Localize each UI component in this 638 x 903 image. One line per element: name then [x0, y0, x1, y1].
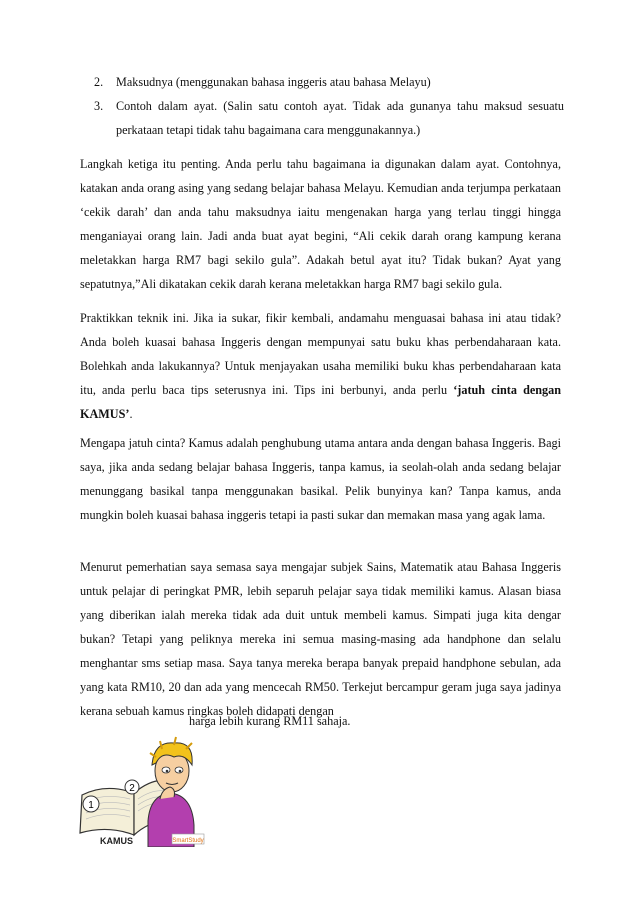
page-number-left: 1 — [88, 800, 94, 811]
paragraph-observation: Menurut pemerhatian saya semasa saya mengajar subjek Sains, Matematik atau Bahasa Inggeris untuk pelajar di peringkat PMR, lebih separuh pelajar saya tidak memiliki kamus. Alasan biasa yang diberikan ialah mereka tidak ada duit untuk membeli kamus. Simpati juga kita dengar bukan? Tetapi yang peliknya mereka ini semua masing-masing ada handphone dan selalu menghantar sms setiap masa. Saya tanya mereka berapa banyak prepaid handphone sebulan, ada yang kata RM10, 20 dan ada yang mencecah RM50. Terkejut bercampur geram juga saya jadinya kerana sebuah kamus ringkas boleh didapati dengan — [80, 560, 561, 718]
list-item — [94, 70, 564, 94]
list-number: 3. — [94, 99, 104, 113]
paragraph-step-three: Langkah ketiga itu penting. Anda perlu tahu bagaimana ia digunakan dalam ayat. Contohnya, katakan anda orang asing yang sedang belajar bahasa Melayu. Kemudian anda terjumpa perkataan ‘cekik darah’ dan anda tahu maksudnya iaitu mengenakan harga yang terlau tinggi hingga menganiayai orang lain. Jadi anda buat ayat begini, “Ali cekik darah orang kampung kerana meletakkan harga RM7 bagi sekilo gula”. Adakah betul ayat itu? Tidak bukan? Ayat yang sepatutnya,”Ali dikatakan cekik darah kerana meletakkan harga RM7 bagi sekilo gula. — [80, 157, 561, 291]
page-number-right: 2 — [129, 783, 135, 794]
paragraph-why-love: Mengapa jatuh cinta? Kamus adalah penghubung utama antara anda dengan bahasa Inggeris. Bagi saya, jika anda sedang belajar bahasa Inggeris, tanpa kamus, ia seolah-olah anda sedang belajar menunggang basikal tanpa menggunakan basikal. Pelik bunyinya kan? Tanpa kamus, anda mungkin boleh kuasai bahasa inggeris tetapi ia pasti sukar dan memakan masa yang agak lama. — [80, 436, 561, 522]
list-text: Maksudnya (menggunakan bahasa inggeris atau bahasa Melayu) — [116, 75, 431, 89]
paragraph-last-line: harga lebih kurang RM11 sahaja. — [189, 714, 351, 728]
book-label: KAMUS — [100, 836, 133, 846]
list-item — [94, 94, 564, 142]
paragraph-text: Praktikkan teknik ini. Jika ia sukar, fikir kembali, andamahu menguasai bahasa ini atau tidak? Anda boleh kuasai bahasa Inggeris dengan mempunyai satu buku khas perbendaharaan kata. Bolehkah anda lakukannya? Untuk menjayakan usaha memiliki buku khas perbendaharaan kata itu, anda perlu baca tips seterusnya ini. Tips ini berbunyi, anda perlu — [80, 311, 561, 397]
list-text: Contoh dalam ayat. (Salin satu contoh ayat. Tidak ada gunanya tahu maksud sesuatu perkataan tetapi tidak tahu bagaimana cara menggunakannya.) — [116, 99, 564, 137]
list-number: 2. — [94, 75, 104, 89]
publisher-badge: SmartStudy — [172, 838, 204, 844]
emphasis-text: ‘jatuh cinta dengan KAMUS’ — [80, 383, 561, 421]
paragraph-text-end: . — [129, 407, 133, 421]
numbered-list — [94, 70, 564, 142]
student-reading-dictionary-illustration — [76, 735, 206, 847]
paragraph-practice — [80, 306, 561, 426]
